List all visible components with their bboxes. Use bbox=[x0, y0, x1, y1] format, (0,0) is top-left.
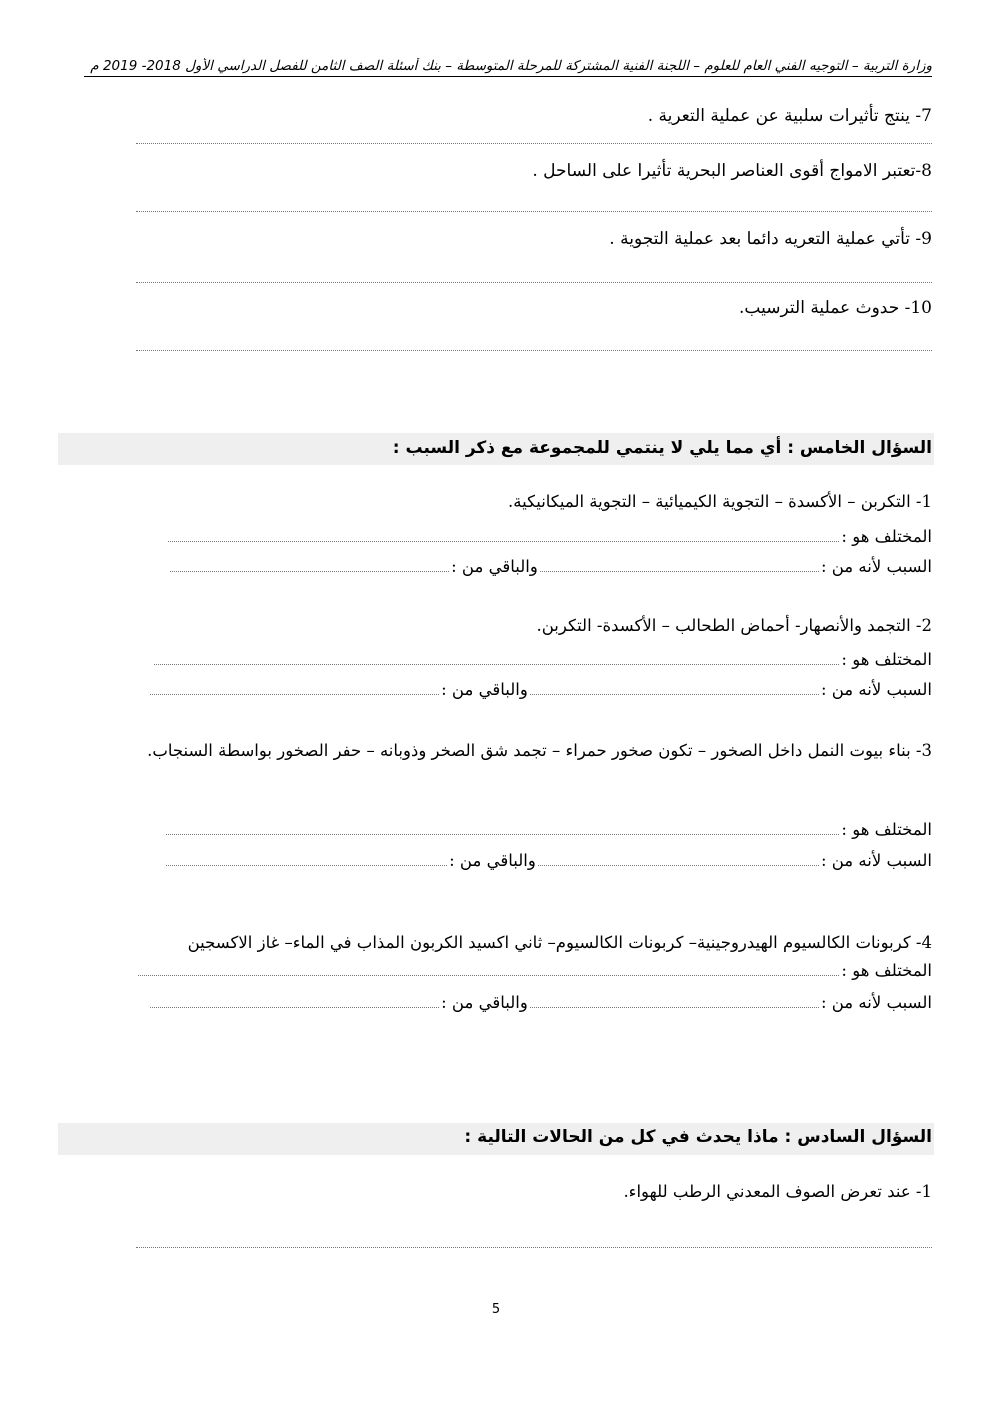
reason-label: السبب لأنه من : bbox=[820, 680, 932, 699]
reason-row bbox=[168, 554, 932, 576]
section-5-item-4: 4- كربونات الكالسيوم الهيدروجينية– كربونات الكالسيوم– ثاني اكسيد الكربون المذاب في الماء– غاز الاكسجين bbox=[187, 933, 932, 952]
answer-line bbox=[136, 143, 932, 144]
section-5-title: السؤال الخامس : أي مما يلي لا ينتمي للمجموعة مع ذكر السبب : bbox=[392, 438, 932, 458]
different-label: المختلف هو : bbox=[841, 650, 932, 669]
answer-line bbox=[150, 1007, 439, 1008]
answer-line bbox=[166, 865, 447, 866]
answer-line bbox=[540, 571, 819, 572]
answer-line bbox=[136, 282, 932, 283]
answer-line bbox=[170, 571, 449, 572]
answer-line bbox=[136, 211, 932, 212]
statement-10: 10- حدوث عملية الترسيب. bbox=[739, 298, 932, 318]
rest-label: والباقي من : bbox=[449, 851, 536, 870]
reason-row bbox=[148, 677, 932, 699]
section-6-item-1: 1- عند تعرض الصوف المعدني الرطب للهواء. bbox=[623, 1182, 932, 1201]
answer-line bbox=[166, 834, 839, 835]
reason-label: السبب لأنه من : bbox=[820, 851, 932, 870]
answer-line bbox=[136, 350, 932, 351]
rest-label: والباقي من : bbox=[451, 557, 538, 576]
reason-row bbox=[164, 848, 932, 870]
different-row bbox=[152, 647, 932, 669]
reason-row bbox=[148, 990, 932, 1012]
rest-label: والباقي من : bbox=[441, 680, 528, 699]
page-number: 5 bbox=[491, 1302, 501, 1317]
section-6-title: السؤال السادس : ماذا يحدث في كل من الحالات التالية : bbox=[464, 1127, 932, 1147]
different-label: المختلف هو : bbox=[841, 820, 932, 839]
different-row bbox=[166, 524, 932, 546]
answer-line bbox=[154, 664, 839, 665]
answer-line bbox=[138, 975, 839, 976]
different-label: المختلف هو : bbox=[841, 527, 932, 546]
reason-label: السبب لأنه من : bbox=[820, 557, 932, 576]
statement-8: 8-تعتبر الامواج أقوى العناصر البحرية تأثيرا على الساحل . bbox=[532, 161, 932, 181]
answer-line bbox=[136, 1247, 932, 1248]
answer-line bbox=[538, 865, 819, 866]
section-5-item-1: 1- التكربن – الأكسدة – التجوية الكيميائية – التجوية الميكانيكية. bbox=[508, 492, 932, 511]
different-row bbox=[136, 958, 932, 980]
answer-line bbox=[150, 694, 439, 695]
section-5-item-2: 2- التجمد والأنصهار- أحماض الطحالب – الأكسدة- التكربن. bbox=[536, 616, 932, 635]
statement-9: 9- تأتي عملية التعريه دائما بعد عملية التجوية . bbox=[609, 229, 932, 249]
reason-label: السبب لأنه من : bbox=[820, 993, 932, 1012]
statement-7: 7- ينتج تأثيرات سلبية عن عملية التعرية . bbox=[647, 106, 932, 126]
rest-label: والباقي من : bbox=[441, 993, 528, 1012]
section-5-item-3: 3- بناء بيوت النمل داخل الصخور – تكون صخور حمراء – تجمد شق الصخر وذوبانه – حفر الصخور بواسطة السنجاب. bbox=[147, 741, 932, 760]
different-label: المختلف هو : bbox=[841, 961, 932, 980]
different-row bbox=[164, 817, 932, 839]
answer-line bbox=[530, 694, 819, 695]
answer-line bbox=[168, 541, 839, 542]
answer-line bbox=[530, 1007, 819, 1008]
page-header: وزارة التربية – التوجيه الفني العام للعلوم – اللجنة الفنية المشتركة للمرحلة المتوسطة – بنك أسئلة الصف الثامن للفصل الدراسي الأول 2018- 2019 م bbox=[84, 58, 932, 77]
